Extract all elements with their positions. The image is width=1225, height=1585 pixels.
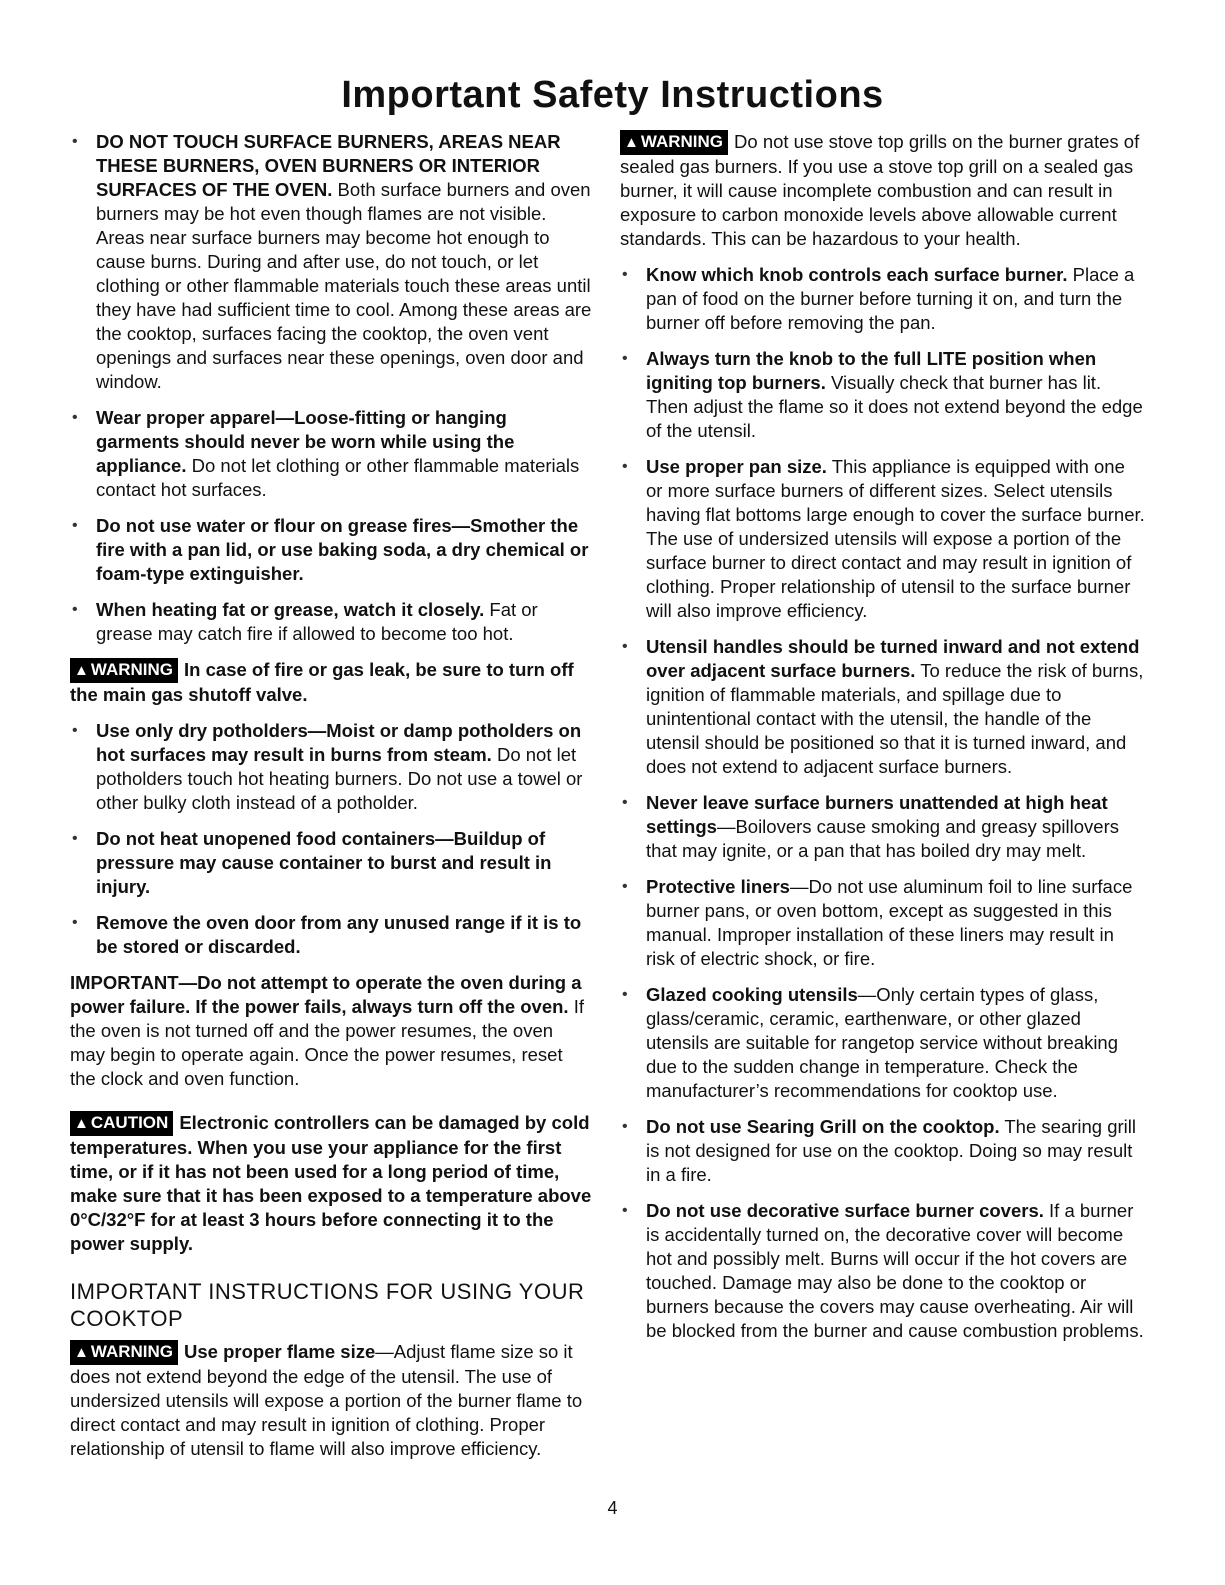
list-item [70, 598, 592, 646]
list-item [620, 635, 1145, 779]
page-number: 4 [607, 1498, 618, 1518]
list-item [70, 719, 592, 815]
warning-triangle-icon: ▲ [74, 662, 89, 679]
section-heading: IMPORTANT INSTRUCTIONS FOR USING YOUR COOKTOP [70, 1279, 585, 1331]
caution-text: Electronic controllers can be damaged by cold temperatures. When you use your appliance for the first time, or if it has not been used for a long period of time, make sure that it has been exposed to a temperature above 0°C/32°F for at least 3 hours before connecting it to the power supply. [70, 1112, 592, 1254]
warning-text: Do not use stove top grills on the burner grates of sealed gas burners. If you use a stove top grill on a sealed gas burner, it will cause incomplete combustion and can result in exposure to carbon monoxide levels above allowable current standards. This can be hazardous to your health. [620, 131, 1140, 249]
list-item [620, 455, 1145, 623]
item-heading: Use proper pan size. [646, 456, 827, 477]
item-heading: DO NOT TOUCH SURFACE BURNERS, AREAS NEAR THESE BURNERS, OVEN BURNERS OR INTERIOR SURFACES OF THE OVEN. [96, 131, 561, 200]
item-heading: Use only dry potholders—Moist or damp potholders on hot surfaces may result in burns from steam. [96, 720, 582, 765]
item-heading: Never leave surface burners unattended at high heat settings [646, 792, 1108, 837]
list-item [620, 347, 1145, 443]
item-heading: Do not use decorative surface burner covers. [646, 1200, 1044, 1221]
item-text: —Boilovers cause smoking and greasy spillovers that may ignite, or a pan that has boiled dry may melt. [646, 816, 1119, 861]
item-text: To reduce the risk of burns, ignition of flammable materials, and spillage due to unintentional contact with the utensil, the handle of the utensil should be positioned so that it is turned inward, and does not extend to adjacent surface burners. [646, 660, 1144, 777]
warning-triangle-icon: ▲ [74, 1344, 89, 1361]
page-title: Important Safety Instructions [341, 74, 884, 116]
list-item [620, 1199, 1145, 1343]
item-heading: Glazed cooking utensils [646, 984, 858, 1005]
item-text: —Do not use aluminum foil to line surface burner pans, or oven bottom, except as suggested in this manual. Improper installation of these liners may result in risk of electric shock, or fire. [646, 876, 1133, 969]
list-item [70, 130, 592, 394]
warning-text: —Adjust flame size so it does not extend beyond the edge of the utensil. The use of undersized utensils will expose a portion of the burner flame to direct contact and may result in ignition of clothing. Proper relationship of utensil to flame will also improve efficiency. [70, 1341, 583, 1459]
warning-triangle-icon: ▲ [74, 1115, 89, 1132]
item-heading: Remove the oven door from any unused range if it is to be stored or discarded. [96, 912, 582, 957]
item-text: If a burner is accidentally turned on, the decorative cover will become hot and possibly melt. Burns will occur if the hot covers are touched. Damage may also be done to the cooktop or burners because the covers may cause overheating. Air will be blocked from the burner and cause combustion problems. [646, 1200, 1144, 1341]
item-text: Place a pan of food on the burner before turning it on, and turn the burner off before removing the pan. [646, 264, 1135, 333]
caution-paragraph [70, 1111, 592, 1256]
item-text: —Only certain types of glass, glass/ceramic, ceramic, earthenware, or other glazed utensils are suitable for rangetop service without breaking due to the sudden change in temperature. Check the manufacturer’s recommendations for cooktop use. [646, 984, 1119, 1101]
item-heading: Do not use Searing Grill on the cooktop. [646, 1116, 1000, 1137]
list-item [70, 514, 592, 586]
caution-label: ▲ CAUTION [70, 1111, 173, 1136]
item-text: The searing grill is not designed for use on the cooktop. Doing so may result in a fire. [646, 1116, 1136, 1185]
item-heading: Do not use water or flour on grease fires—Smother the fire with a pan lid, or use baking soda, a dry chemical or foam-type extinguisher. [96, 515, 589, 584]
important-heading: IMPORTANT—Do not attempt to operate the oven during a power failure. If the power fails, always turn off the oven. [70, 972, 582, 1017]
item-text: Fat or grease may catch fire if allowed to become too hot. [96, 599, 538, 644]
warning-paragraph [620, 130, 1145, 251]
item-text: Both surface burners and oven burners may be hot even though flames are not visible. Areas near surface burners may become hot enough to cause burns. During and after use, do not touch, or let clothing or other flammable materials touch these areas until they have had sufficient time to cool. Among these areas are the cooktop, surfaces facing the cooktop, the oven vent openings and surfaces near these openings, oven door and window. [96, 179, 592, 392]
item-heading: Wear proper apparel—Loose-fitting or hanging garments should never be worn while using the appliance. [96, 407, 515, 476]
warning-text: In case of fire or gas leak, be sure to turn off the main gas shutoff valve. [70, 659, 574, 705]
item-text: Do not let clothing or other flammable materials contact hot surfaces. [96, 455, 580, 500]
warning-label: ▲ WARNING [70, 658, 178, 683]
list-item [620, 263, 1145, 335]
important-paragraph [70, 971, 592, 1091]
left-column [70, 130, 592, 1473]
item-text: This appliance is equipped with one or more surface burners of different sizes. Select utensils having flat bottoms large enough to cover the surface burner. The use of undersized utensils will expose a portion of the surface burner to direct contact and may result in ignition of clothing. Proper relationship of utensil to the surface burner will also improve efficiency. [646, 456, 1145, 621]
list-item [620, 983, 1145, 1103]
list-item [70, 911, 592, 959]
warning-heading: Use proper flame size [184, 1341, 376, 1362]
warning-label: ▲ WARNING [70, 1340, 178, 1365]
list-item [620, 1115, 1145, 1187]
warning-paragraph [70, 1340, 592, 1461]
list-item [620, 791, 1145, 863]
item-heading: Protective liners [646, 876, 790, 897]
item-heading: When heating fat or grease, watch it closely. [96, 599, 485, 620]
item-heading: Do not heat unopened food containers—Buildup of pressure may cause container to burst and result in injury. [96, 828, 552, 897]
item-heading: Know which knob controls each surface burner. [646, 264, 1068, 285]
item-text: Visually check that burner has lit. Then adjust the flame so it does not extend beyond the edge of the utensil. [646, 372, 1143, 441]
item-text: Do not let potholders touch hot heating burners. Do not use a towel or other bulky cloth instead of a potholder. [96, 744, 583, 813]
right-column [620, 130, 1145, 1355]
list-item [620, 875, 1145, 971]
list-item [70, 827, 592, 899]
important-text: If the oven is not turned off and the power resumes, the oven may begin to operate again. Once the power resumes, reset the clock and oven function. [70, 996, 584, 1089]
item-heading: Utensil handles should be turned inward and not extend over adjacent surface burners. [646, 636, 1140, 681]
warning-paragraph [70, 658, 592, 707]
list-item [70, 406, 592, 502]
item-heading: Always turn the knob to the full LITE position when igniting top burners. [646, 348, 1097, 393]
warning-label: ▲ WARNING [620, 130, 728, 155]
warning-triangle-icon: ▲ [624, 134, 639, 151]
